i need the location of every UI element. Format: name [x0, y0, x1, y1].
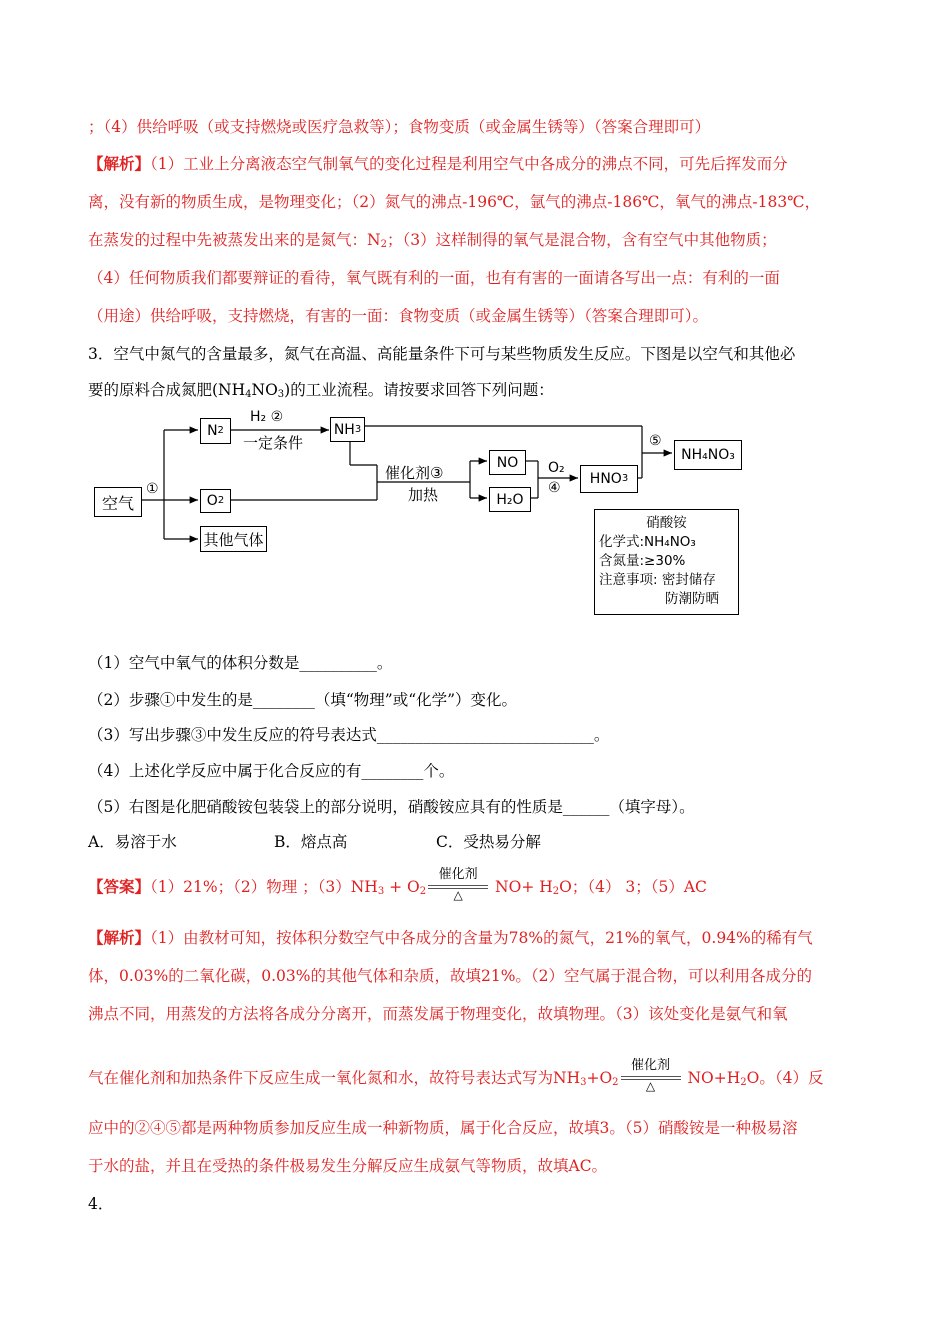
prev-analysis-line-5: （用途）供给呼吸，支持燃烧，有害的一面：食物变质（或金属生锈等）（答案合理即可）。: [88, 307, 709, 325]
prev-analysis-line-4: （4）任何物质我们都要辩证的看待，氧气既有利的一面，也有有害的一面请各写出一点：有利的一面: [88, 269, 780, 287]
analysis-label-q3: 【解析】: [88, 928, 151, 947]
sub-question-4: （4）上述化学反应中属于化合反应的有________个。: [88, 762, 455, 780]
analysis-line-1: 【解析】（1）由教材可知，按体积分数空气中各成分的含量为78%的氮气，21%的氧气，0.94%的稀有气: [88, 928, 813, 947]
sub-question-2: （2）步骤①中发生的是________（填“物理”或“化学”）变化。: [88, 691, 518, 709]
box-other-gases: 其他气体: [200, 526, 267, 552]
fertilizer-label-box: [594, 509, 739, 615]
analysis-line-4: 气在催化剂和加热条件下反应生成一氧化氮和水，故符号表达式写为$NH_3+O_2$ 催化剂 △ $NO+H_2O$。（4）反: [88, 1058, 824, 1093]
analysis-line-2: 体，0.03%的二氧化碳，0.03%的其他气体和杂质，故填21%。（2）空气属于混合物，可以利用各成分的: [88, 967, 813, 985]
h2-step2-label: H₂ ②: [250, 409, 284, 425]
box-nh4no3: NH₄NO₃: [674, 440, 742, 470]
catalyst-step3-label: 催化剂③: [385, 464, 444, 482]
answer-line: 【答案】（1）21%；（2）物理 ；$(3)NH_3 + O_2$ 催化剂 △ $NO+ H_2O$；（4） 3；（5）AC: [88, 867, 707, 902]
analysis-line-5: 应中的②④⑤都是两种物质参加反应生成一种新物质，属于化合反应，故填3。（5）硝酸铵是一种极易溶: [88, 1119, 798, 1137]
reaction-condition: 催化剂 △: [426, 868, 490, 902]
prev-answer-line: ；（4）供给呼吸（或支持燃烧或医疗急救等）；食物变质（或金属生锈等）（答案合理即可）: [88, 118, 711, 136]
box-no: NO: [489, 450, 526, 475]
step5-mark: ⑤: [649, 433, 662, 449]
label-note-1: 注意事项: 密封储存: [599, 572, 716, 588]
heat-label: 加热: [408, 486, 439, 504]
prev-analysis-line-1: 【解析】（1）工业上分离液态空气制氧气的变化过程是利用空气中各成分的沸点不同，可先后挥发而分: [88, 154, 788, 173]
box-hno3: HNO 3: [580, 465, 638, 493]
box-o2: O 2: [200, 489, 231, 513]
option-c: C．受热易分解: [436, 833, 541, 851]
box-n2: N 2: [200, 418, 231, 444]
option-b: B．熔点高: [274, 833, 348, 851]
box-air: 空气: [94, 487, 142, 517]
question-4-number: 4．: [88, 1195, 114, 1213]
analysis-label: 【解析】: [88, 154, 151, 173]
label-formula: 化学式:NH₄NO₃: [599, 534, 696, 550]
reaction-condition-2: 催化剂 △: [619, 1059, 683, 1093]
analysis-line-6: 于水的盐，并且在受热的条件极易发生分解反应生成氨气等物质，故填AC。: [88, 1157, 608, 1175]
box-nh3: NH 3: [330, 417, 365, 442]
sub-question-1: （1）空气中氧气的体积分数是__________。: [88, 654, 393, 672]
sub-question-5: （5）右图是化肥硝酸铵包装袋上的部分说明，硝酸铵应具有的性质是______（填字母）。: [88, 798, 695, 816]
q3-intro-line-2: 要的原料合成氮肥$(NH_4NO_3)$的工业流程。请按要求回答下列问题：: [88, 381, 554, 400]
sub-question-3: （3）写出步骤③中发生反应的符号表达式____________________________。: [88, 726, 610, 744]
label-nitrogen: 含氮量:≥30%: [599, 553, 686, 569]
label-title: 硝酸铵: [646, 515, 687, 531]
prev-analysis-line-2: 离，没有新的物质生成，是物理变化；（2）氮气的沸点-196℃，氩气的沸点-186℃，氧气的沸点-183℃，: [88, 193, 821, 211]
q3-intro-line-1: 3．空气中氮气的含量最多，氮气在高温、高能量条件下可与某些物质发生反应。下图是以空气和其他必: [88, 345, 796, 363]
label-note-2: 防潮防晒: [665, 591, 719, 607]
prev-analysis-line-3: 在蒸发的过程中先被蒸发出来的是氮气：$N_2$；（3）这样制得的氧气是混合物，含有空气中其他物质；: [88, 231, 777, 250]
box-h2o: H₂O: [489, 487, 531, 512]
o2-label: O₂: [548, 460, 565, 476]
step4-mark: ④: [548, 480, 561, 496]
analysis-line-3: 沸点不同，用蒸发的方法将各成分分离开，而蒸发属于物理变化，故填物理。（3）该处变化是氨气和氧: [88, 1005, 788, 1023]
answer-label: 【答案】: [88, 877, 151, 896]
condition-label: 一定条件: [243, 434, 304, 452]
option-a: A．易溶于水: [88, 833, 177, 851]
step1-mark: ①: [146, 481, 159, 497]
